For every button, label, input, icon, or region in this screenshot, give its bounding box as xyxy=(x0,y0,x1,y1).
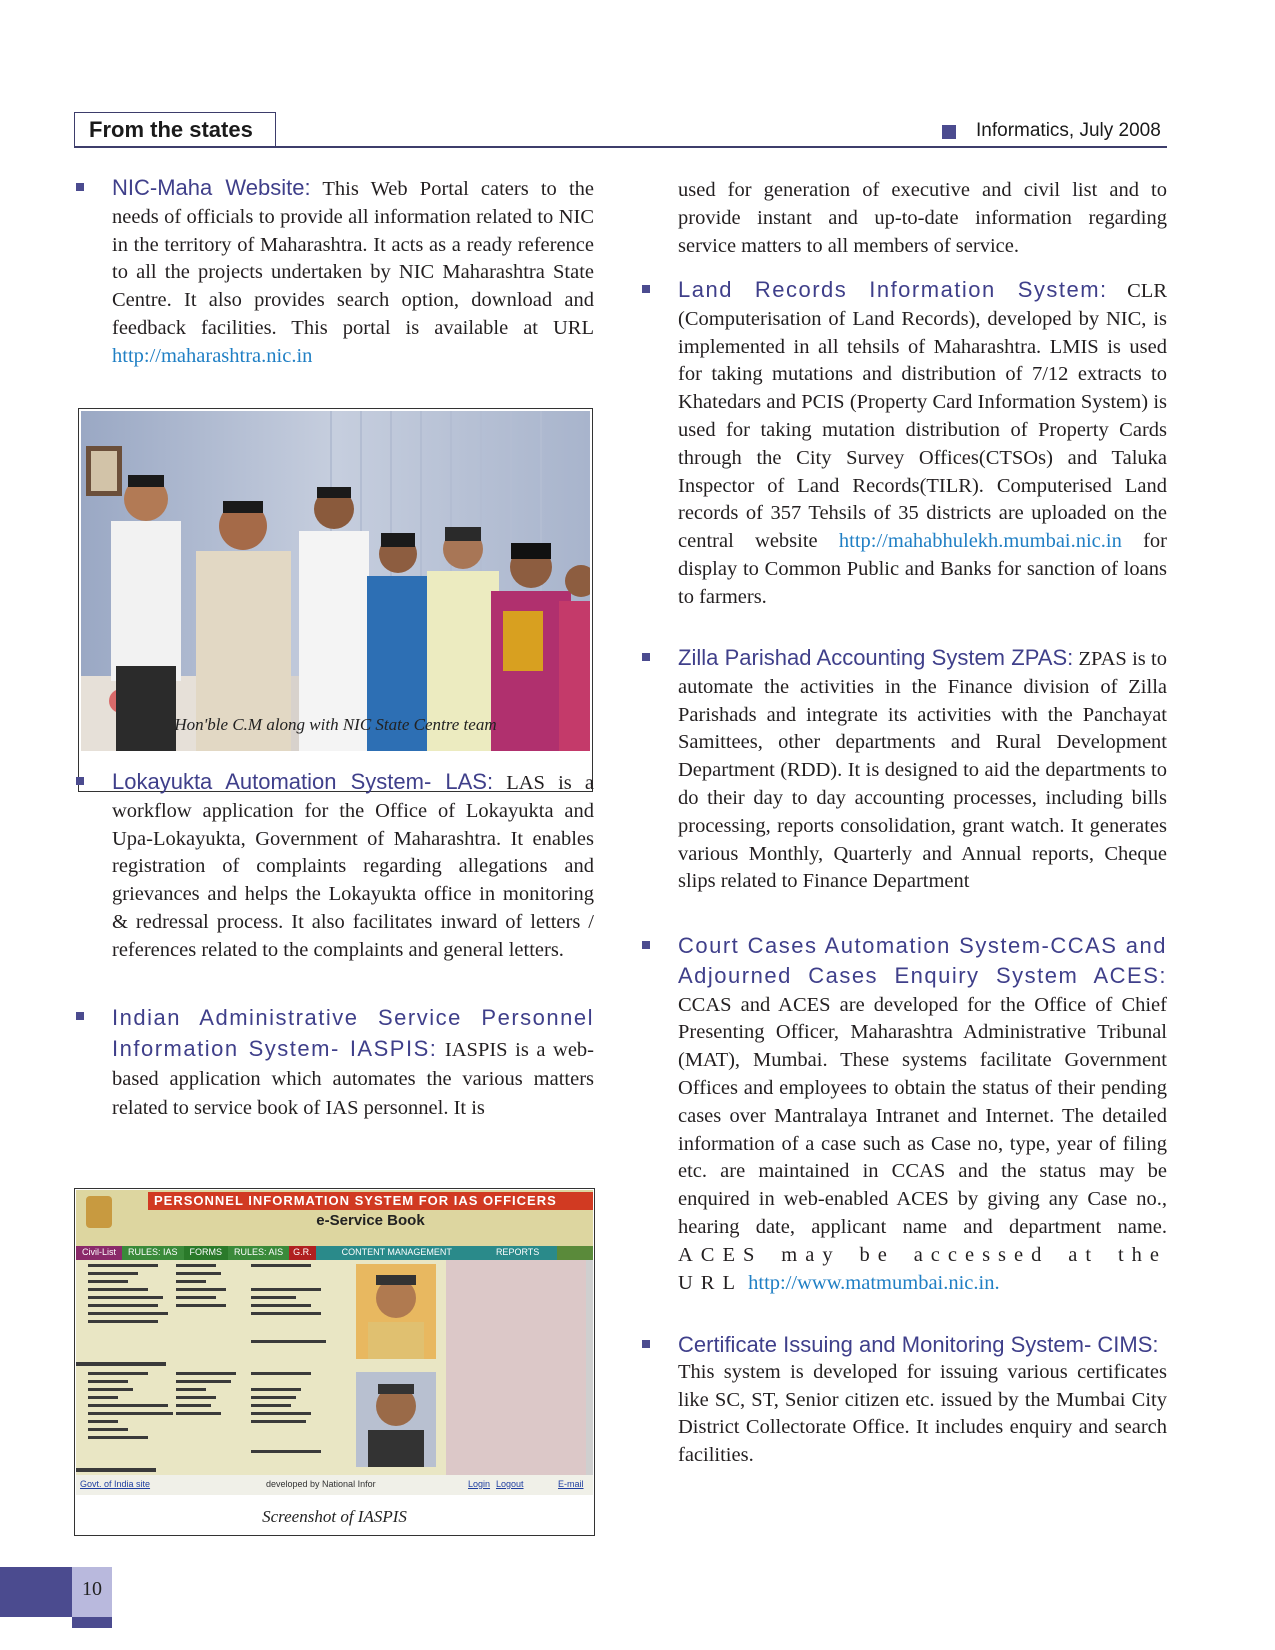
lris-heading: Land Records Information System: xyxy=(678,277,1108,302)
screenshot-banner: PERSONNEL INFORMATION SYSTEM FOR IAS OFFICERS xyxy=(148,1192,593,1210)
las-heading: Lokayukta Automation System- LAS: xyxy=(112,769,494,794)
zpas-paragraph xyxy=(640,644,1167,896)
nicmaha-section xyxy=(74,174,594,371)
menu-item[interactable]: G.R. xyxy=(289,1246,316,1260)
ccas-section xyxy=(640,932,1167,1297)
iaspis-heading: Indian Administrative Service Personnel Information System- IASPIS: xyxy=(112,1005,594,1061)
records-side-panel xyxy=(446,1260,586,1475)
developed-by-label: developed by National Infor xyxy=(266,1479,376,1489)
cims-body: This system is developed for issuing various certificates like SC, ST, Senior citizen etc. issued by the Mumbai City District Collectorate Office. It includes enquiry and search facilities. xyxy=(678,1360,1167,1467)
matmumbai-url-link[interactable]: http://www.matmumbai.nic.in. xyxy=(748,1271,1000,1294)
login-link[interactable]: Login xyxy=(468,1479,491,1489)
las-paragraph xyxy=(74,768,594,965)
iaspis-section xyxy=(74,1003,594,1123)
nicmaha-heading: NIC-Maha Website: xyxy=(112,175,311,200)
records-panel xyxy=(76,1260,446,1475)
section-title: From the states xyxy=(89,117,253,142)
aces-access-text: ACES may be accessed at the URL xyxy=(678,1243,1167,1294)
menu-item[interactable]: Civil-List xyxy=(76,1246,122,1260)
zpas-section xyxy=(640,644,1167,896)
continuation-paragraph: used for generation of executive and civil list and to provide instant and up-to-date information regarding service matters to all members of service. xyxy=(678,179,1167,257)
team-photo-figure xyxy=(78,408,593,792)
govt-site-link[interactable]: Govt. of India site xyxy=(80,1479,151,1489)
menu-item[interactable]: RULES: AIS xyxy=(228,1246,289,1260)
nicmaha-paragraph xyxy=(74,174,594,371)
iaspis-screenshot xyxy=(76,1190,593,1495)
menu-item[interactable]: RULES: IAS xyxy=(122,1246,184,1260)
lris-paragraph xyxy=(640,276,1167,612)
screenshot-menu xyxy=(76,1246,593,1260)
menu-item[interactable]: REPORTS xyxy=(478,1246,557,1260)
team-photo xyxy=(81,411,590,751)
bullet-icon xyxy=(642,285,650,293)
menu-item[interactable]: CONTENT MANAGEMENT xyxy=(316,1246,478,1260)
screenshot-caption: Screenshot of IASPIS xyxy=(262,1507,407,1526)
nicmaha-url-link[interactable]: http://maharashtra.nic.in xyxy=(112,344,313,367)
section-tab xyxy=(74,112,276,148)
las-section xyxy=(74,768,594,965)
zpas-body: ZPAS is to automate the activities in the Finance division of Zilla Parishads and integrate its activities with the Panchayat Samittees, other departments and Rural Development Department (RDD). It is designed to aid the departments to do their day to day accounting processes, including bills processing, reports consolidation, grant watch. It generates various Monthly, Quarterly and Annual reports, Cheque slips related to Finance Department xyxy=(678,648,1167,893)
scrollbar[interactable] xyxy=(586,1260,593,1475)
issue-label: Informatics, July 2008 xyxy=(976,120,1161,141)
menu-item[interactable]: FORMS xyxy=(184,1246,229,1260)
las-body: LAS is a workflow application for the Office of Lokayukta and Upa-Lokayukta, Government of Maharashtra. It enables registration of complaints regarding allegations and grievances and helps the Lokayukta office in monitoring & redressal process. It also facilitates inward of letters / references related to the complaints and general letters. xyxy=(112,772,594,961)
screenshot-footer xyxy=(76,1475,593,1495)
lris-tail: for display to Common Public and Banks for sanction of loans to farmers. xyxy=(678,530,1168,608)
footer-color-block xyxy=(0,1567,72,1617)
lris-body: CLR (Computerisation of Land Records), developed by NIC, is implemented in all tehsils of Maharashtra. LMIS is used for taking mutations and distribution of 7/12 extracts to Khatedars and PCIS (Property Card Information System) is used for taking mutation distribution of Property Cards through the City Survey Offices(CTSOs) and Taluka Inspector of Land Records(TILR). Computerised Land records of 357 Tehsils of 35 districts are uploaded on the central website xyxy=(678,280,1168,553)
ccas-paragraph xyxy=(640,932,1167,1297)
footer-bar xyxy=(72,1617,112,1628)
iaspis-paragraph xyxy=(74,1003,594,1123)
ccas-body: CCAS and ACES are developed for the Office of Chief Presenting Officer, Maharashtra Administrative Tribunal (MAT), Mumbai. These systems facilitate Government Offices and employees to obtain the status of their pending cases over Mantralaya Intranet and Internet. The detailed information of a case such as Case no, type, year of filing etc. are maintained in CCAS and the status may be enquired in web-enabled ACES by giving any Case no., hearing date, applicant name and department name. xyxy=(678,993,1167,1238)
bullet-icon xyxy=(76,1012,84,1020)
cims-section xyxy=(640,1331,1167,1470)
cims-heading: Certificate Issuing and Monitoring System- CIMS: xyxy=(678,1332,1159,1357)
bullet-icon xyxy=(642,1340,650,1348)
iaspis-continuation xyxy=(640,177,1167,260)
email-link[interactable]: E-mail xyxy=(558,1479,584,1489)
emblem-icon xyxy=(86,1196,112,1228)
logout-link[interactable]: Logout xyxy=(496,1479,524,1489)
header-rule xyxy=(74,146,1167,148)
bullet-icon xyxy=(76,777,84,785)
ccas-heading: Court Cases Automation System-CCAS and Adjourned Cases Enquiry System ACES: xyxy=(678,933,1167,988)
header-square-icon xyxy=(942,125,956,139)
bullet-icon xyxy=(76,183,84,191)
zpas-heading: Zilla Parishad Accounting System ZPAS: xyxy=(678,645,1074,670)
nicmaha-body: This Web Portal caters to the needs of officials to provide all information related to NIC in the territory of Maharashtra. It acts as a ready reference to all the projects undertaken by NIC Maharashtra State Centre. It also provides search option, download and feedback facilities. This portal is available at URL xyxy=(112,178,595,339)
screenshot-subtitle: e-Service Book xyxy=(316,1212,425,1229)
page-number: 10 xyxy=(82,1578,102,1600)
iaspis-body: IASPIS is a web-based application which automates the various matters related to service book of IAS personnel. It is xyxy=(112,1039,595,1119)
bullet-icon xyxy=(642,653,650,661)
photo-caption: Hon'ble C.M along with NIC State Centre team xyxy=(174,715,497,734)
cims-paragraph xyxy=(640,1331,1167,1470)
bullet-icon xyxy=(642,941,650,949)
iaspis-screenshot-figure xyxy=(74,1188,595,1536)
lris-section xyxy=(640,276,1167,612)
mahabhulekh-url-link[interactable]: http://mahabhulekh.mumbai.nic.in xyxy=(838,530,1122,553)
